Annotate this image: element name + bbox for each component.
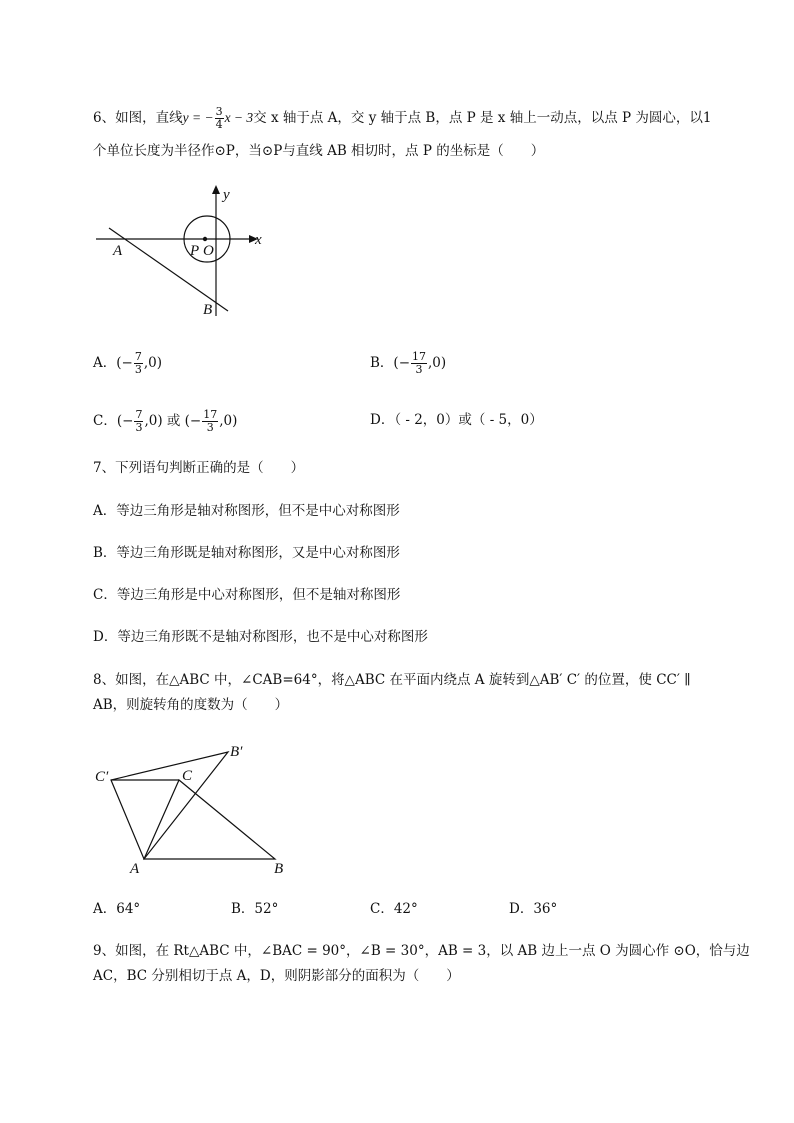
q7-option-c[interactable]: C．等边三角形是中心对称图形，但不是轴对称图形 — [93, 587, 401, 603]
option-text: (− — [116, 355, 133, 371]
label-a: A — [113, 243, 123, 259]
fraction-numerator: 7 — [135, 408, 143, 421]
q6-equation-rhs: x − 3 — [224, 110, 254, 125]
q8-option-a[interactable]: A．64° — [93, 901, 141, 917]
q8-figure — [90, 735, 300, 880]
option-fraction — [134, 409, 143, 434]
line-ab — [109, 228, 228, 311]
q8-option-d[interactable]: D．36° — [509, 901, 558, 917]
fraction-numerator: 3 — [215, 105, 223, 118]
q6-option-b[interactable] — [370, 351, 446, 376]
q8-option-c[interactable]: C．42° — [370, 901, 418, 917]
option-fraction — [202, 409, 218, 434]
q7-option-a[interactable]: A．等边三角形是轴对称图形，但不是中心对称图形 — [93, 503, 400, 519]
q7-stem: 7、下列语句判断正确的是（ ） — [93, 460, 305, 476]
option-fraction — [411, 351, 427, 376]
fraction-denominator: 4 — [215, 118, 223, 131]
label-b: B — [274, 861, 284, 877]
q9-stem-line2: AC，BC 分别相切于点 A，D，则阴影部分的面积为（ ） — [93, 968, 460, 984]
option-fraction — [134, 351, 143, 376]
q6-stem-text-b: 交 x 轴于点 A，交 y 轴于点 B，点 P 是 x 轴上一动点，以点 P 为圆心，以1 — [253, 110, 712, 126]
q6-figure — [90, 180, 290, 320]
label-c-prime: C′ — [95, 769, 109, 785]
option-text: (− — [116, 413, 134, 429]
fraction-numerator: 17 — [203, 408, 218, 421]
q6-equation-lhs: y = − — [182, 110, 214, 125]
fraction-denominator: 3 — [415, 363, 423, 376]
q6-option-a[interactable] — [93, 351, 162, 376]
option-text: ,0) 或 (− — [144, 413, 202, 429]
option-label: B． — [370, 355, 394, 371]
option-label: A． — [93, 355, 117, 371]
q6-stem-line2: 个单位长度为半径作⊙P，当⊙P与直线 AB 相切时，点 P 的坐标是（ ） — [93, 143, 545, 159]
option-label: D． — [370, 412, 395, 428]
q8-stem-line1: 8、如图，在△ABC 中，∠CAB=64°，将△ABC 在平面内绕点 A 旋转到△AB′ C′ 的位置，使 CC′ ∥ — [93, 672, 691, 688]
q6-option-c[interactable] — [93, 409, 237, 434]
q6-option-d[interactable] — [370, 409, 543, 431]
y-axis-arrow — [212, 185, 220, 194]
label-o: O — [203, 243, 214, 259]
option-label: C． — [93, 413, 117, 429]
option-text: (− — [393, 355, 411, 371]
fraction-numerator: 7 — [134, 350, 142, 363]
label-x: x — [255, 232, 262, 248]
fraction-denominator: 3 — [206, 421, 214, 434]
q8-stem-line2: AB，则旋转角的度数为（ ） — [93, 697, 289, 713]
fraction-denominator: 3 — [135, 421, 143, 434]
q6-stem-text-a: 6、如图，直线 — [93, 110, 183, 126]
q7-option-b[interactable]: B．等边三角形既是轴对称图形，又是中心对称图形 — [93, 545, 400, 561]
option-text: ,0) — [219, 413, 238, 429]
fraction-numerator: 17 — [412, 350, 427, 363]
label-p: P — [190, 243, 200, 259]
q6-stem-line1 — [93, 106, 711, 131]
q6-equation-fraction — [215, 106, 224, 131]
option-text: （ - 2，0）或（ - 5，0） — [394, 412, 543, 428]
label-b: B — [203, 302, 213, 318]
point-p — [203, 237, 207, 241]
option-text: ,0) — [143, 355, 162, 371]
q7-option-d[interactable]: D．等边三角形既不是轴对称图形，也不是中心对称图形 — [93, 629, 428, 645]
label-y: y — [223, 187, 230, 203]
option-text: ,0) — [428, 355, 447, 371]
q9-stem-line1: 9、如图，在 Rt△ABC 中，∠BAC = 90°，∠B = 30°，AB = 3，以 AB 边上一点 O 为圆心作 ⊙O，恰与边 — [93, 943, 750, 959]
fraction-denominator: 3 — [134, 363, 142, 376]
label-c: C — [182, 768, 193, 784]
triangle-abc — [144, 780, 275, 859]
q8-option-b[interactable]: B．52° — [231, 901, 279, 917]
label-b-prime: B′ — [230, 744, 243, 760]
label-a: A — [130, 861, 140, 877]
